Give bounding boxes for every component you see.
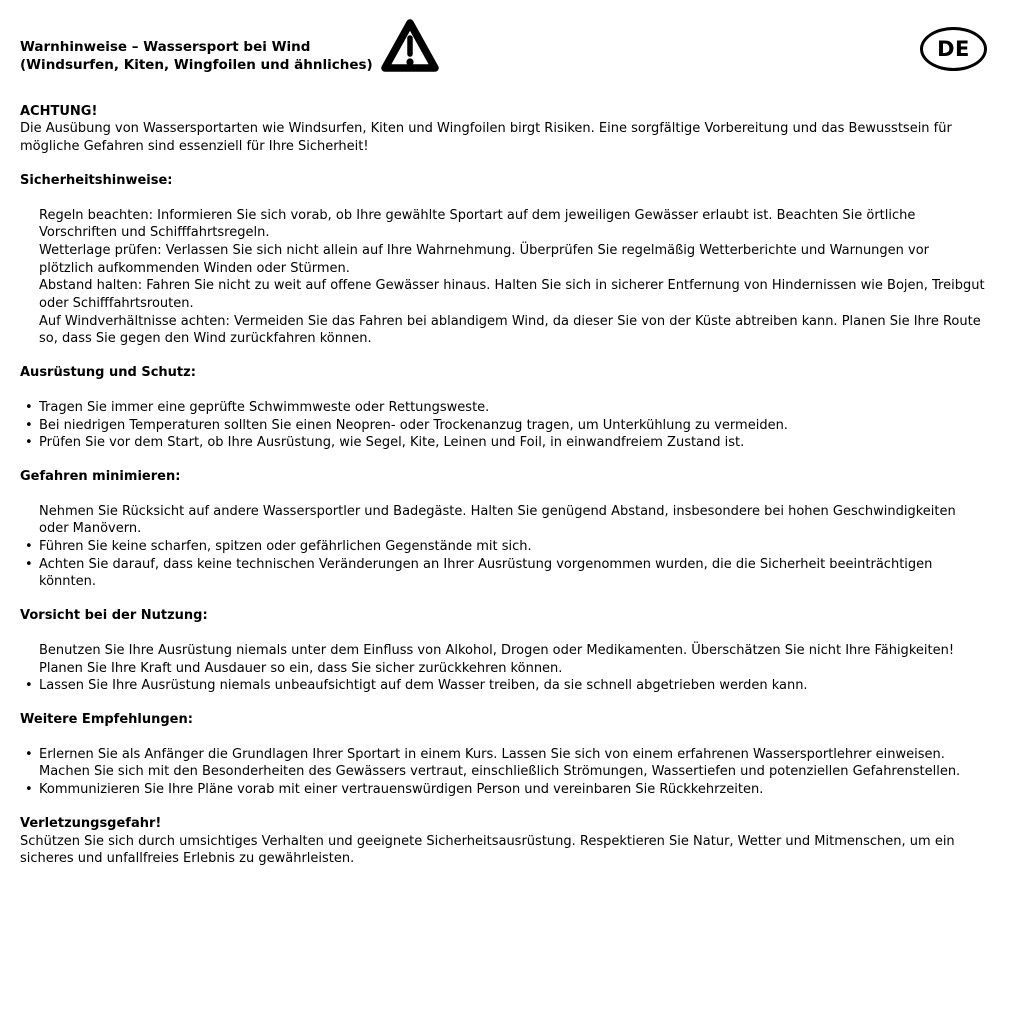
list-item <box>20 538 987 556</box>
section-heading: Vorsicht bei der Nutzung: <box>20 608 208 624</box>
bullet-marker: • <box>25 417 33 433</box>
list-item <box>20 207 987 242</box>
list-item <box>20 313 987 348</box>
section-list <box>20 399 987 452</box>
page-title <box>20 38 373 74</box>
list-item-text: Prüfen Sie vor dem Start, ob Ihre Ausrüstung, wie Segel, Kite, Leinen und Foil, in einwandfreiem Zustand ist. <box>39 435 745 451</box>
list-item-text: Benutzen Sie Ihre Ausrüstung niemals unter dem Einfluss von Alkohol, Drogen oder Medikamenten. Überschätzen Sie nicht Ihre Fähigkeiten! Planen Sie Ihre Kraft und Ausdauer so ein, dass Sie sicher zurückkehren können. <box>39 642 955 676</box>
list-item-text: Bei niedrigen Temperaturen sollten Sie einen Neopren- oder Trockenanzug tragen, um Unterkühlung zu vermeiden. <box>39 417 788 433</box>
bullet-marker: • <box>25 539 33 555</box>
list-item-text: Nehmen Sie Rücksicht auf andere Wassersportler und Badegäste. Halten Sie genügend Abstand, insbesondere bei hohen Geschwindigkeiten oder Manövern. <box>39 503 956 537</box>
list-item-text: Auf Windverhältnisse achten: Vermeiden Sie das Fahren bei ablandigem Wind, da dieser Sie von der Küste abtreiben kann. Planen Sie Ihre Route so, dass Sie gegen den Wind zurückfahren können. <box>39 313 981 347</box>
document-header <box>20 38 987 85</box>
section-vorsicht <box>20 607 987 695</box>
section-heading: Ausrüstung und Schutz: <box>20 365 196 381</box>
list-item <box>20 434 987 452</box>
list-item-text: Lassen Sie Ihre Ausrüstung niemals unbeaufsichtigt auf dem Wasser treiben, da sie schnell abgetrieben werden kann. <box>39 678 808 694</box>
list-item <box>20 503 987 538</box>
section-sicherheitshinweise <box>20 172 987 348</box>
language-badge: DE <box>920 27 987 71</box>
page-title-line2: (Windsurfen, Kiten, Wingfoilen und ähnliches) <box>20 57 373 73</box>
section-list <box>20 207 987 349</box>
list-item-text: Kommunizieren Sie Ihre Pläne vorab mit einer vertrauenswürdigen Person und vereinbaren Sie Rückkehrzeiten. <box>39 782 764 798</box>
section-empfehlungen <box>20 711 987 799</box>
bullet-marker: • <box>25 399 33 415</box>
list-item-text: Führen Sie keine scharfen, spitzen oder gefährlichen Gegenstände mit sich. <box>39 539 532 555</box>
section-body-verletzungsgefahr: Schützen Sie sich durch umsichtiges Verhalten und geeignete Sicherheitsausrüstung. Respektieren Sie Natur, Wetter und Mitmenschen, um ein sicheres und unfallfreies Erlebnis zu gewährleisten. <box>20 833 955 867</box>
list-item <box>20 642 987 677</box>
list-item <box>20 746 987 764</box>
section-heading: Gefahren minimieren: <box>20 468 181 484</box>
section-heading-achtung: ACHTUNG! <box>20 103 98 119</box>
bullet-marker: • <box>25 435 33 451</box>
bullet-marker: • <box>25 782 33 798</box>
list-item <box>20 763 987 781</box>
list-item <box>20 399 987 417</box>
list-item <box>20 556 987 591</box>
section-list <box>20 503 987 592</box>
list-item-text: Abstand halten: Fahren Sie nicht zu weit auf offene Gewässer hinaus. Halten Sie sich in sicherer Entfernung von Hindernissen wie Bojen, Treibgut oder Schifffahrtsrouten. <box>39 278 985 312</box>
list-item <box>20 677 987 695</box>
list-item-text: Regeln beachten: Informieren Sie sich vorab, ob Ihre gewählte Sportart auf dem jeweiligen Gewässer erlaubt ist. Beachten Sie örtliche Vorschriften und Schifffahrtsregeln. <box>39 207 916 241</box>
list-item-text: Achten Sie darauf, dass keine technischen Veränderungen an Ihrer Ausrüstung vorgenommen wurden, die die Sicherheit beeinträchtigen könnten. <box>39 556 933 590</box>
list-item <box>20 242 987 277</box>
list-item-text: Machen Sie sich mit den Besonderheiten des Gewässers vertraut, einschließlich Strömungen, Wassertiefen und potenziellen Gefahrenstellen. <box>39 764 961 780</box>
section-list <box>20 642 987 695</box>
list-item-text: Erlernen Sie als Anfänger die Grundlagen Ihrer Sportart in einem Kurs. Lassen Sie sich von einem erfahrenen Wassersportlehrer einweisen. <box>39 746 945 762</box>
section-ausruestung <box>20 364 987 452</box>
section-body-achtung: Die Ausübung von Wassersportarten wie Windsurfen, Kiten und Wingfoilen birgt Risiken. Eine sorgfältige Vorbereitung und das Bewusstsein für mögliche Gefahren sind essenziell für Ihre Sicherheit! <box>20 121 952 155</box>
bullet-marker: • <box>25 678 33 694</box>
list-item <box>20 277 987 312</box>
list-item-text: Tragen Sie immer eine geprüfte Schwimmweste oder Rettungsweste. <box>39 399 490 415</box>
section-heading-verletzungsgefahr: Verletzungsgefahr! <box>20 815 162 831</box>
section-achtung <box>20 103 987 156</box>
section-heading: Weitere Empfehlungen: <box>20 711 193 727</box>
list-item-text: Wetterlage prüfen: Verlassen Sie sich nicht allein auf Ihre Wahrnehmung. Überprüfen Sie regelmäßig Wetterberichte und Warnungen vor plötzlich aufkommenden Winden oder Stürmen. <box>39 242 930 276</box>
list-item <box>20 781 987 799</box>
warning-triangle-icon <box>380 17 440 85</box>
bullet-marker: • <box>25 556 33 572</box>
section-verletzungsgefahr <box>20 815 987 868</box>
section-heading: Sicherheitshinweise: <box>20 172 173 188</box>
list-item <box>20 417 987 435</box>
page-title-line1: Warnhinweise – Wassersport bei Wind <box>20 39 311 55</box>
section-gefahren <box>20 468 987 591</box>
bullet-marker: • <box>25 746 33 762</box>
section-list <box>20 746 987 799</box>
